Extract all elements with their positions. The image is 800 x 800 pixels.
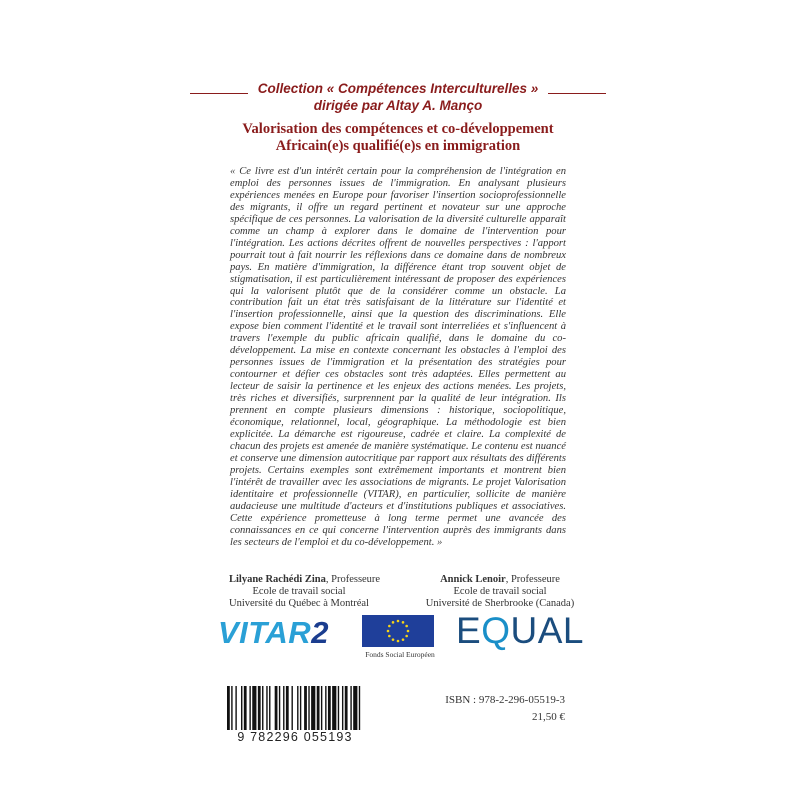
eu-flag-icon — [362, 615, 434, 647]
signature-right — [420, 574, 580, 610]
barcode-bar — [241, 686, 242, 730]
barcode-bar — [300, 686, 301, 730]
barcode-bar — [308, 686, 309, 730]
barcode-bar — [249, 686, 250, 730]
book-title-line2: Africain(e)s qualifié(e)s en immigration — [275, 138, 521, 154]
barcode-bar — [275, 686, 278, 730]
collection-rule-right — [548, 93, 606, 94]
collection-header — [190, 80, 606, 114]
barcode-bar — [345, 686, 348, 730]
barcode-bar — [297, 686, 298, 730]
eu-star-icon — [402, 621, 405, 624]
eu-star-icon — [388, 625, 391, 628]
barcode-bar — [342, 686, 343, 730]
eu-star-icon — [397, 640, 400, 643]
eu-star-icon — [387, 630, 390, 633]
isbn: ISBN : 978-2-296-05519-3 — [445, 694, 565, 706]
barcode-bar — [283, 686, 284, 730]
barcode-bar — [338, 686, 339, 730]
signature-left — [229, 574, 394, 610]
partner-logos — [210, 612, 590, 662]
book-title — [190, 121, 606, 155]
barcode-bar — [359, 686, 360, 730]
barcode-bar — [291, 686, 292, 730]
barcode-bar — [317, 686, 320, 730]
collection-rule-left — [190, 93, 248, 94]
barcode-bar — [350, 686, 351, 730]
barcode-bar — [262, 686, 263, 730]
vitar-logo: VITAR2 — [218, 615, 329, 650]
eu-star-icon — [397, 620, 400, 623]
signatory-name: Lilyane Rachédi Zina — [229, 574, 326, 585]
eu-star-icon — [392, 638, 395, 641]
barcode-bar — [311, 686, 315, 730]
book-title-line1: Valorisation des compétences et co-développement — [242, 121, 554, 137]
signatory-name: Annick Lenoir — [440, 574, 506, 585]
eu-star-icon — [407, 630, 410, 633]
barcode-bar — [321, 686, 322, 730]
eu-star-icon — [405, 635, 408, 638]
eu-star-icon — [402, 638, 405, 641]
barcode-bar — [325, 686, 326, 730]
barcode — [225, 686, 365, 748]
review-quote: « Ce livre est d'un intérêt certain pour la compréhension de l'intégration en emploi des personnes issues de l'immigration. En analysant plusieurs expériences menées en Europe pour favoriser l'insertion socioprofessionnelle des migrants, il offre un regard pertinent et novateur sur une approche spécifique de ces personnes. La valorisation de la diversité culturelle apparaît comme un champ à explorer dans le domaine de l'intervention pour l'intégration. Les actions décrites offrent de nouvelles perspectives : l'apport pourrait tout à fait nourrir les réflexions dans ce domaine dans de nombreux pays. En matière d'immigration, la différence étant trop souvent objet de stigmatisation, il est particulièrement intéressant de proposer des expériences qui la valorisent plutôt que de la considérer comme un obstacle. La contribution fait un état très satisfaisant de la littérature sur l'identité et l'insertion professionnelle, ainsi que la question des discriminations. Elle expose bien comment l'identité et le travail sont interreliées et s'influencent à travers l'exemple du public africain qualifié, dans le domaine du co-développement. La mise en contexte concernant les obstacles à l'emploi des personnes issues de l'immigration et la présentation des stratégies pour contourner et défier ces obstacles sont très adaptées. Elles permettent au lecteur de saisir la pertinence et les enjeux des actions menées. Les projets, très riches et diversifiés, surprennent par la qualité de leur intégration. Ils prennent en compte plusieurs dimensions : historique, sociopolitique, économique, relationnel, local, géographique. La méthodologie est bien explicitée. La démarche est rigoureuse, cadrée et claire. La complexité de chacun des projets est amenée de manière systématique. Le contenu est nuancé et conserve une dimension autocritique par rapport aux résultats des différents projets. Certains exemples sont extrêmement importants et montrent bien l'intérêt de travailler avec les associations de migrants. Le projet Valorisation identitaire et professionnelle (VITAR), en particulier, sollicite de manière audacieuse une multitude d'acteurs et d'institutions publiques et associatives. Cette expérience prometteuse à long terme permet une avancée des connaissances en ce qui concerne l'intervention auprès des immigrants dans les secteurs de l'emploi et du co-développement. » — [230, 166, 566, 548]
barcode-bar — [332, 686, 336, 730]
equal-logo: EQUAL — [456, 610, 584, 651]
eu-star-icon — [388, 635, 391, 638]
barcode-bar — [328, 686, 331, 730]
signatory-school: Ecole de travail social — [252, 586, 346, 597]
barcode-bar — [252, 686, 256, 730]
barcode-bar — [266, 686, 267, 730]
barcode-number: 9 782296 055193 — [237, 730, 353, 744]
isbn-block — [420, 692, 565, 726]
price: 21,50 € — [532, 711, 565, 723]
barcode-bar — [235, 686, 236, 730]
eu-star-icon — [405, 625, 408, 628]
barcode-bar — [244, 686, 247, 730]
barcode-bar — [258, 686, 261, 730]
signatory-role: , Professeure — [325, 574, 381, 585]
signatory-role: , Professeure — [505, 574, 560, 585]
collection-name: Collection « Compétences Interculturelles » — [257, 81, 539, 96]
barcode-bar — [353, 686, 357, 730]
barcode-bar — [286, 686, 289, 730]
eu-fund-caption: Fonds Social Européen — [365, 650, 435, 659]
eu-star-icon — [392, 621, 395, 624]
barcode-bar — [231, 686, 232, 730]
collection-director: dirigée par Altay A. Manço — [313, 98, 483, 113]
signatory-university: Université de Sherbrooke (Canada) — [425, 598, 575, 609]
signatory-school: Ecole de travail social — [453, 586, 547, 597]
barcode-bar — [279, 686, 280, 730]
barcode-icon — [225, 686, 365, 730]
barcode-bar — [304, 686, 307, 730]
barcode-bar — [269, 686, 270, 730]
signatory-university: Université du Québec à Montréal — [229, 598, 369, 609]
barcode-bar — [227, 686, 230, 730]
